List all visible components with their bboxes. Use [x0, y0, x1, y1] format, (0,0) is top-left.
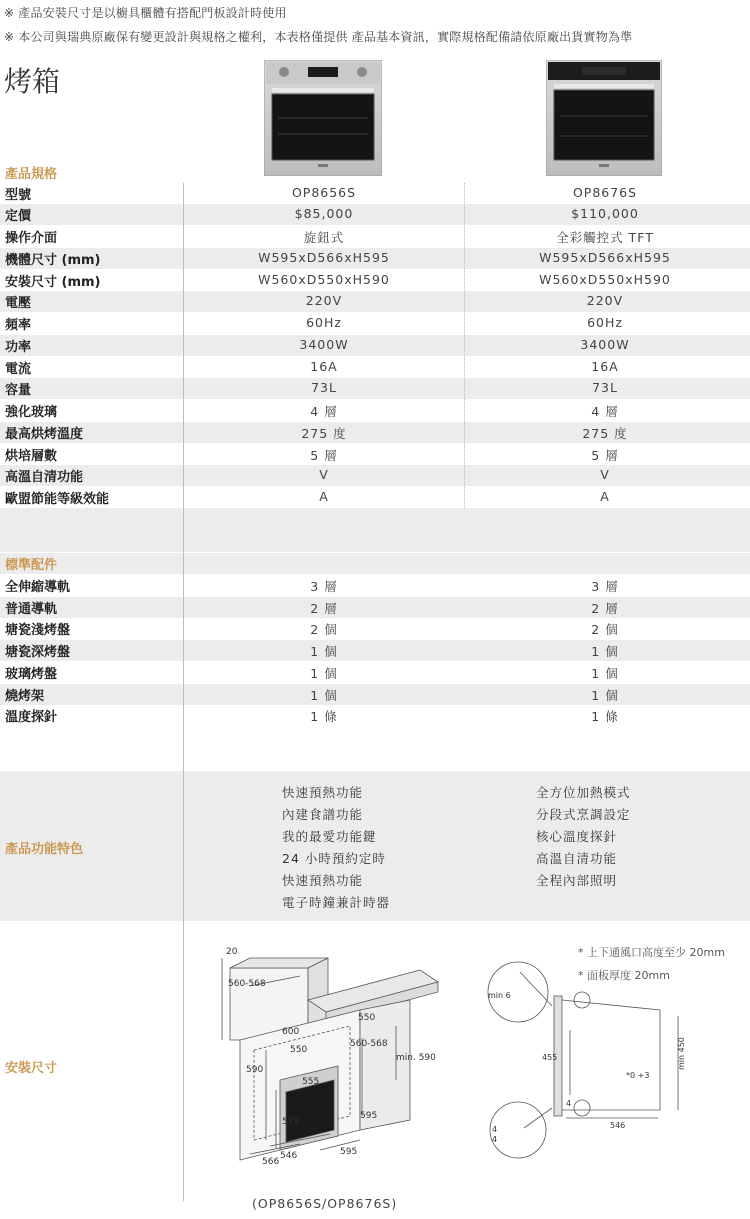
row-label: 頻率 — [5, 318, 32, 333]
accessories-header: 標準配件 — [5, 558, 58, 573]
model1-value: 2 層 — [310, 601, 338, 616]
model1-value: 3400W — [299, 337, 349, 352]
model2-value: 60Hz — [587, 315, 623, 330]
features-label: 產品功能特色 — [5, 842, 84, 857]
dim-label: 4 — [492, 1125, 498, 1134]
model2-value: 4 層 — [591, 404, 619, 419]
row-label: 電流 — [5, 362, 32, 377]
features-list-model2 — [536, 783, 631, 893]
row-label: 全伸縮導軌 — [5, 580, 71, 595]
dim-label: 546 — [610, 1121, 626, 1130]
table-row — [0, 378, 750, 399]
model2-value: 275 度 — [582, 426, 628, 441]
model1-value: W560xD550xH590 — [258, 272, 390, 287]
model2-value: W595xD566xH595 — [539, 250, 671, 265]
spacer-row — [0, 508, 750, 552]
table-row — [0, 662, 750, 683]
note-line-2: ※ 本公司與瑞典原廠保有變更設計與規格之權利，本表格僅提供 產品基本資訊，實際規格配備請依原廠出貨實物為準 — [4, 30, 633, 44]
install-note-2: * 面板厚度 20mm — [578, 969, 670, 982]
row-label: 機體尺寸 (mm) — [5, 253, 101, 268]
row-label: 安裝尺寸 (mm) — [5, 275, 101, 290]
table-row — [0, 684, 750, 705]
dim-label: 595 — [360, 1111, 378, 1121]
table-row — [0, 465, 750, 486]
dim-label: 590 — [246, 1065, 264, 1075]
model2-value: A — [600, 489, 610, 504]
model1-value: A — [319, 489, 329, 504]
table-row — [0, 357, 750, 378]
dim-label: 550 — [290, 1045, 308, 1055]
model1-value: 220V — [305, 293, 343, 308]
list-item: 全程內部照明 — [536, 873, 618, 888]
dim-label: 4 — [566, 1099, 572, 1108]
list-item: 高溫自清功能 — [536, 851, 618, 866]
model1-value: 16A — [310, 359, 338, 374]
row-label: 溫度探針 — [5, 710, 58, 725]
model1-value: $85,000 — [294, 206, 354, 221]
table-row — [0, 270, 750, 291]
dim-label: 546 — [280, 1151, 298, 1161]
dim-label: *0 +3 — [626, 1071, 650, 1080]
model2-value: 5 層 — [591, 448, 619, 463]
page-title: 烤箱 — [4, 65, 61, 98]
dim-label: min. 590 — [396, 1053, 436, 1063]
model2-value: 3400W — [580, 337, 630, 352]
table-row — [0, 705, 750, 726]
row-label: 功率 — [5, 340, 32, 355]
model2-value: 1 個 — [591, 666, 619, 681]
model1-value: 2 個 — [310, 622, 338, 637]
table-row — [0, 335, 750, 356]
model2-value: OP8676S — [572, 185, 638, 200]
dim-label: 555 — [302, 1077, 320, 1087]
table-row — [0, 575, 750, 596]
table-row — [0, 248, 750, 269]
install-label: 安裝尺寸 — [5, 1061, 58, 1076]
dim-label: min 6 — [488, 991, 511, 1000]
table-row — [0, 444, 750, 465]
model2-value: 2 個 — [591, 622, 619, 637]
table-row — [0, 422, 750, 443]
cross-section-diagram — [480, 960, 695, 1160]
row-label: 玻璃烤盤 — [5, 667, 58, 682]
list-item: 全方位加熱模式 — [536, 785, 631, 800]
list-item: 快速預熱功能 — [282, 785, 364, 800]
model2-value: 1 條 — [591, 709, 619, 724]
list-item: 內建食譜功能 — [282, 807, 364, 822]
row-label: 型號 — [5, 188, 32, 203]
features-section — [0, 771, 750, 921]
row-label: 烘培層數 — [5, 449, 58, 464]
model2-value: W560xD550xH590 — [539, 272, 671, 287]
table-row — [0, 487, 750, 508]
model2-value: 全彩觸控式 TFT — [556, 230, 654, 245]
model2-value: V — [600, 467, 610, 482]
model2-value: $110,000 — [571, 206, 639, 221]
row-label: 高溫自清功能 — [5, 470, 84, 485]
dim-label: 560-568 — [228, 979, 266, 989]
row-label: 電壓 — [5, 296, 32, 311]
list-item: 分段式烹調設定 — [536, 807, 631, 822]
model2-value: 3 層 — [591, 579, 619, 594]
dim-label: 20 — [226, 947, 238, 957]
list-item: 電子時鐘兼計時器 — [282, 895, 391, 910]
install-note-1: * 上下通風口高度至少 20mm — [578, 946, 725, 959]
model-divider — [464, 183, 465, 508]
specs-section-row — [0, 162, 750, 183]
table-row — [0, 400, 750, 421]
model1-value: 5 層 — [310, 448, 338, 463]
row-label: 燒烤架 — [5, 689, 45, 704]
model2-value: 1 個 — [591, 688, 619, 703]
model1-value: 4 層 — [310, 404, 338, 419]
oven-image-op8656s — [264, 60, 382, 176]
row-label: 操作介面 — [5, 231, 58, 246]
dim-label: 566 — [262, 1157, 280, 1165]
column-divider — [183, 183, 184, 1201]
model2-value: 16A — [591, 359, 619, 374]
oven-image-op8676s — [546, 60, 662, 176]
cabinet-install-diagram — [210, 940, 455, 1165]
model2-value: 1 個 — [591, 644, 619, 659]
dim-label: min 450 — [677, 1037, 686, 1070]
dim-label: 560-568 — [350, 1039, 388, 1049]
row-label: 普通導軌 — [5, 602, 58, 617]
table-row — [0, 618, 750, 639]
list-item: 快速預熱功能 — [282, 873, 364, 888]
dim-label: 455 — [542, 1053, 558, 1062]
table-row — [0, 183, 750, 204]
dim-label: 579 — [282, 1117, 300, 1127]
model1-value: W595xD566xH595 — [258, 250, 390, 265]
row-label: 塘瓷深烤盤 — [5, 645, 71, 660]
table-row — [0, 204, 750, 225]
row-label: 強化玻璃 — [5, 405, 58, 420]
table-row — [0, 597, 750, 618]
model1-value: 1 條 — [310, 709, 338, 724]
accessories-section-row — [0, 553, 750, 574]
row-label: 塘瓷淺烤盤 — [5, 623, 71, 638]
model1-value: V — [319, 467, 329, 482]
features-list-model1 — [282, 783, 390, 915]
model1-value: 1 個 — [310, 666, 338, 681]
row-label: 容量 — [5, 383, 32, 398]
list-item: 核心溫度探針 — [536, 829, 618, 844]
row-label: 歐盟節能等級效能 — [5, 492, 110, 507]
model2-value: 73L — [592, 380, 618, 395]
table-row — [0, 291, 750, 312]
model1-value: 73L — [311, 380, 337, 395]
dim-label: 550 — [358, 1013, 376, 1023]
specs-header: 產品規格 — [5, 167, 58, 182]
table-row — [0, 313, 750, 334]
list-item: 我的最愛功能鍵 — [282, 829, 377, 844]
table-row — [0, 226, 750, 247]
row-label: 最高烘烤溫度 — [5, 427, 84, 442]
model1-value: 1 個 — [310, 688, 338, 703]
list-item: 24 小時預約定時 — [282, 851, 386, 866]
dim-label: 600 — [282, 1027, 300, 1037]
model1-value: 275 度 — [301, 426, 347, 441]
model1-value: 60Hz — [306, 315, 342, 330]
table-row — [0, 640, 750, 661]
row-label: 定價 — [5, 209, 32, 224]
model2-value: 220V — [586, 293, 624, 308]
model1-value: OP8656S — [291, 185, 357, 200]
diagram-caption: (OP8656S/OP8676S) — [252, 1196, 398, 1211]
model2-value: 2 層 — [591, 601, 619, 616]
model1-value: 1 個 — [310, 644, 338, 659]
model1-value: 旋鈕式 — [303, 230, 345, 245]
dim-label: 595 — [340, 1147, 358, 1157]
dim-label: 4 — [492, 1135, 498, 1144]
note-line-1: ※ 產品安裝尺寸是以櫥具櫃體有搭配門板設計時使用 — [4, 6, 287, 20]
model1-value: 3 層 — [310, 579, 338, 594]
